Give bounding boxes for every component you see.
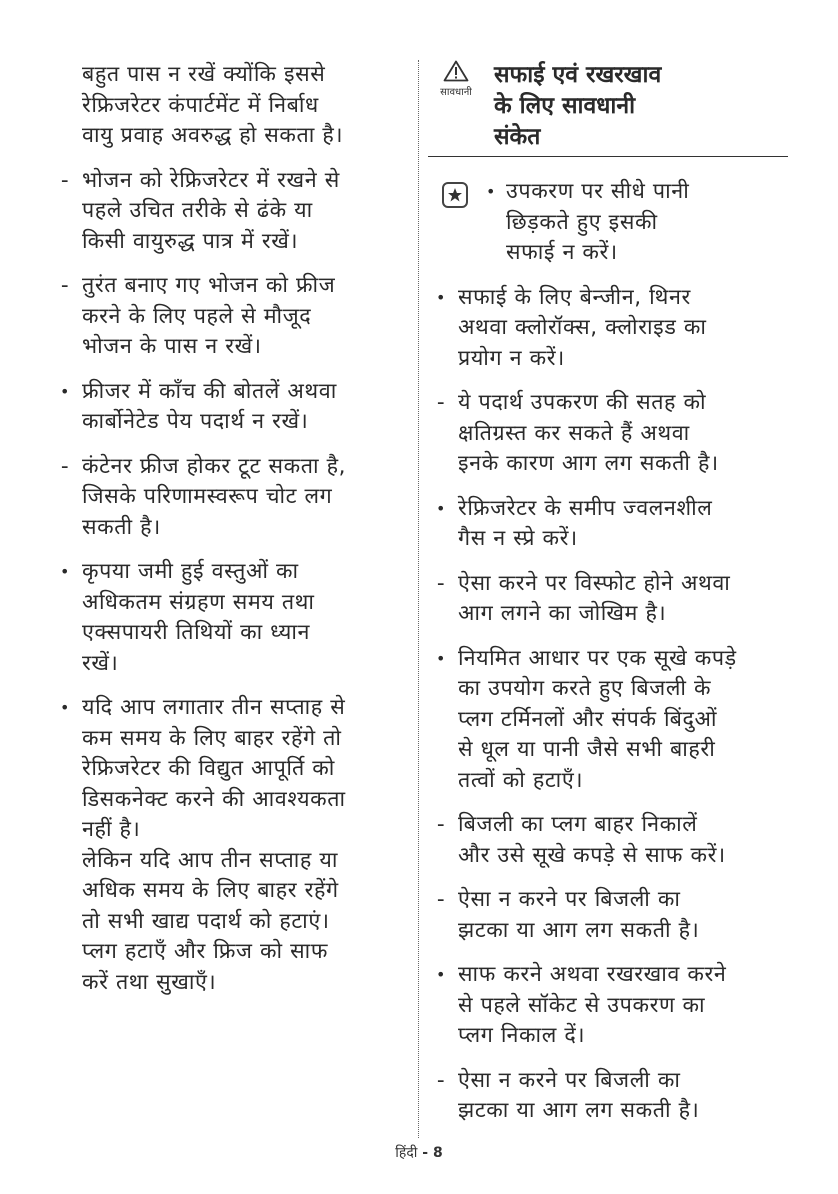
list-item: [428, 644, 788, 797]
page-footer: [0, 1143, 838, 1162]
list-item: [428, 960, 788, 1052]
item-marker: •: [59, 698, 71, 717]
caution-label: सावधानी: [440, 87, 472, 98]
list-item: [52, 377, 404, 438]
section-title: सफाई एवं रखरखाव के लिए सावधानी संकेत: [494, 62, 662, 150]
item-text: ऐसा न करने पर बिजली का झटका या आग लग सकती है।: [458, 1067, 700, 1123]
list-item: [52, 60, 404, 152]
page-number: 8: [432, 1145, 443, 1161]
item-marker: -: [60, 273, 70, 298]
star-box-icon: [442, 182, 468, 208]
item-text: उपकरण पर सीधे पानी छिड़कते हुए इसकी सफाई न करें।: [506, 179, 690, 265]
list-item: [428, 569, 788, 630]
item-text: रेफ्रिजरेटर के समीप ज्वलनशील गैस न स्प्रे करें।: [458, 495, 713, 551]
item-text: ऐसा करने पर विस्फोट होने अथवा आग लगने का जोखिम है।: [458, 570, 731, 626]
item-marker: •: [435, 287, 447, 307]
list-item: [428, 885, 788, 946]
item-text: साफ करने अथवा रखरखाव करने से पहले सॉकेट से उपकरण का प्लग निकाल दें।: [458, 962, 727, 1048]
list-item: [52, 452, 404, 544]
item-text: ये पदार्थ उपकरण की सतह को क्षतिग्रस्त कर सकते हैं अथवा इनके कारण आग लग सकती है।: [458, 390, 719, 476]
list-item: [428, 1066, 788, 1127]
item-text: बहुत पास न रखें क्योंकि इससे रेफ्रिजरेटर कंपार्टमेंट में निर्बाध वायु प्रवाह अवरुद्ध हो सकता है।: [82, 62, 344, 148]
item-text: बिजली का प्लग बाहर निकालें और उसे सूखे कपड़े से साफ करें।: [458, 812, 726, 868]
list-item: [428, 388, 788, 480]
item-text: कंटेनर फ्रीज होकर टूट सकता है, जिसके परिणामस्वरूप चोट लग सकती है।: [82, 453, 347, 540]
list-item: [52, 271, 404, 363]
list-item: [52, 166, 404, 258]
item-text: भोजन को रेफ्रिजरेटर में रखने से पहले उचित तरीके से ढंके या किसी वायुरुद्ध पात्र में रखें।: [82, 167, 340, 254]
list-item: [428, 283, 788, 375]
item-marker: -: [60, 167, 70, 193]
item-marker: -: [436, 1067, 446, 1093]
list-item: [52, 693, 404, 998]
right-column: [428, 60, 788, 1141]
footer-language: हिंदी: [395, 1145, 418, 1161]
item-marker: -: [436, 812, 446, 837]
item-marker: •: [435, 498, 447, 518]
item-text: फ्रीजर में काँच की बोतलें अथवा कार्बोनेटेड पेय पदार्थ न रखें।: [82, 378, 337, 434]
item-marker: -: [436, 887, 446, 912]
list-item: [428, 810, 788, 871]
list-item: [428, 177, 788, 269]
column-divider: [418, 60, 419, 1138]
item-marker: •: [435, 965, 447, 984]
item-text: कृपया जमी हुई वस्तुओं का अधिकतम संग्रहण समय तथा एक्सपायरी तिथियों का ध्यान रखें।: [82, 559, 315, 676]
warning-triangle-icon: [443, 60, 469, 82]
item-marker: -: [60, 453, 70, 479]
caution-header: [428, 60, 788, 157]
list-item: [428, 494, 788, 555]
caution-icon-group: [428, 60, 484, 98]
item-text: ऐसा न करने पर बिजली का झटका या आग लग सकती है।: [458, 887, 700, 943]
item-marker: -: [436, 570, 446, 596]
list-item: [52, 557, 404, 679]
item-text: यदि आप लगातार तीन सप्ताह से कम समय के लिए बाहर रहेंगे तो रेफ्रिजरेटर की विद्युत आपूर्ति को डिसकनेक्ट करने की आवश्यकता नहीं है। लेकिन यदि आप तीन सप्ताह या अधिक समय के लिए बाहर रहेंगे तो सभी खाद्य पदार्थ को हटाएं। प्लग हटाएँ और फ्रिज को साफ करें तथा सुखाएँ।: [82, 695, 346, 995]
left-column: [52, 60, 404, 1012]
item-marker: •: [435, 648, 447, 668]
item-text: सफाई के लिए बेन्जीन, थिनर अथवा क्लोरॉक्स, क्लोराइड का प्रयोग न करें।: [458, 284, 707, 371]
item-marker: •: [59, 381, 71, 401]
item-marker: •: [59, 562, 71, 581]
item-marker: •: [485, 182, 497, 201]
item-marker: -: [436, 390, 446, 415]
item-text: नियमित आधार पर एक सूखे कपड़े का उपयोग करते हुए बिजली के प्लग टर्मिनलों और संपर्क बिंदुओं से धूल या पानी जैसे सभी बाहरी तत्वों को हटाएँ।: [458, 645, 737, 793]
item-text: तुरंत बनाए गए भोजन को फ्रीज करने के लिए पहले से मौजूद भोजन के पास न रखें।: [82, 273, 336, 359]
footer-separator: -: [417, 1145, 433, 1161]
